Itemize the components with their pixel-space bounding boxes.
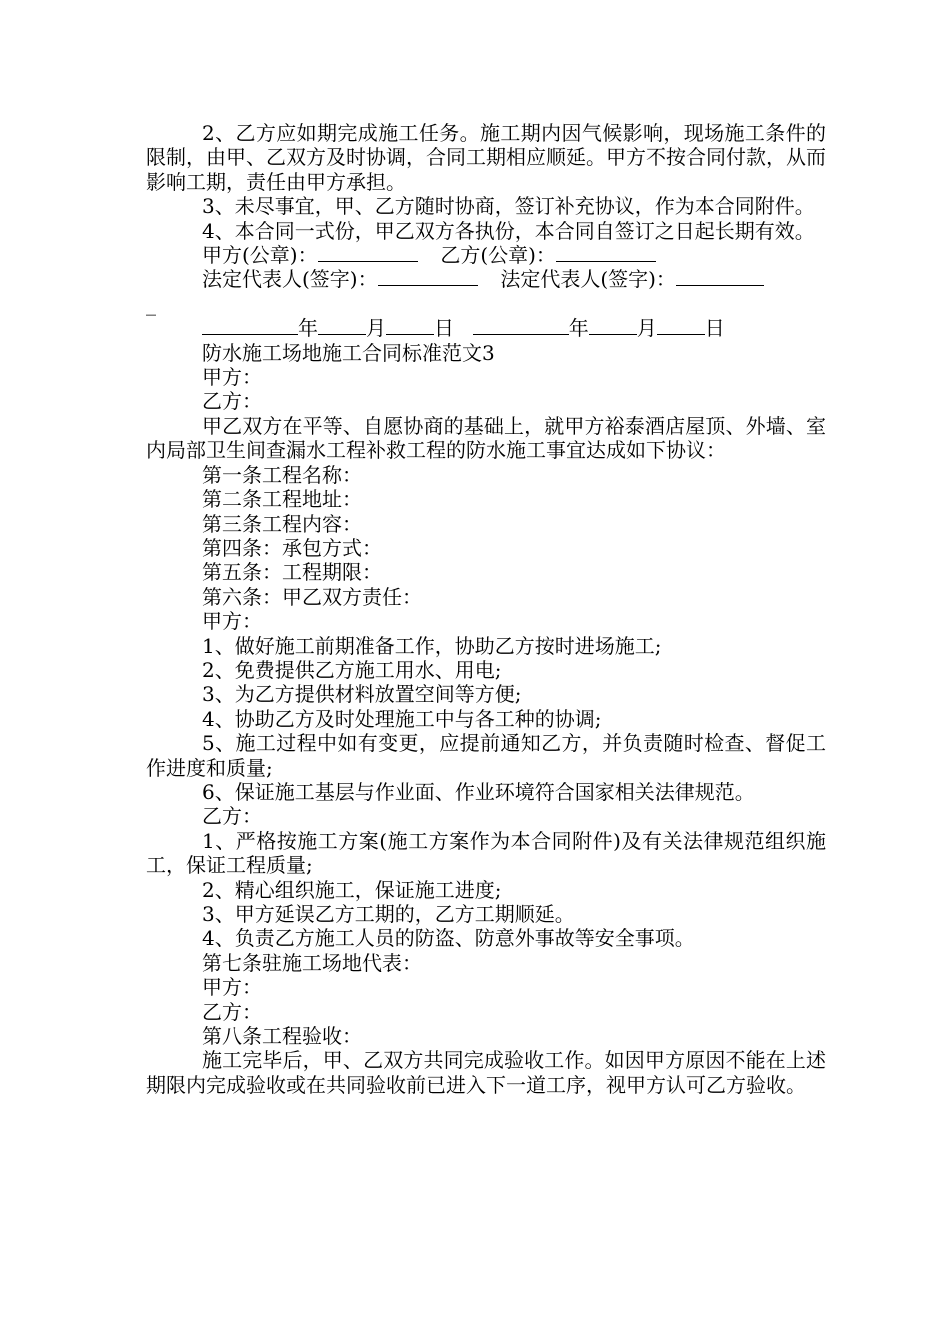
legal-rep-b-blank (676, 267, 764, 286)
article-7: 第七条驻施工场地代表： (202, 950, 422, 975)
b-duty-1: 1、严格按施工方案(施工方案作为本合同附件)及有关法律规范组织施工，保证工程质量; (146, 828, 826, 878)
day-b-label: 日 (704, 316, 725, 341)
year-a-blank (202, 316, 298, 335)
day-a-blank (386, 316, 434, 335)
intro-paragraph: 甲乙双方在平等、自愿协商的基础上，就甲方裕泰酒店屋顶、外墙、室内局部卫生间查漏水工程补救工程的防水施工事宜达成如下协议： (146, 413, 826, 463)
party-b-seal-label: 乙方(公章)： (440, 243, 556, 268)
section-title: 防水施工场地施工合同标准范文3 (202, 340, 495, 365)
a-duty-1: 1、做好施工前期准备工作，协助乙方按时进场施工; (202, 633, 662, 658)
article-1: 第一条工程名称： (202, 462, 362, 487)
year-a-label: 年 (298, 316, 318, 341)
b-duty-3: 3、甲方延误乙方工期的，乙方工期顺延。 (202, 902, 575, 926)
year-b-blank (473, 316, 569, 335)
article-5: 第五条：工程期限： (202, 560, 382, 585)
year-b-label: 年 (568, 316, 589, 341)
a-duty-3: 3、为乙方提供材料放置空间等方便; (202, 682, 522, 707)
a-duty-4: 4、协助乙方及时处理施工中与各工种的协调; (202, 706, 602, 731)
document-page (146, 121, 826, 1097)
legal-rep-b-label: 法定代表人(签字)： (500, 267, 676, 292)
article-6: 第六条：甲乙双方责任： (202, 584, 422, 609)
legal-rep-line (146, 267, 826, 291)
legal-rep-a-label: 法定代表人(签字)： (202, 267, 378, 292)
clause-4: 4、本合同一式份，甲乙双方各执份，本合同自签订之日起长期有效。 (202, 218, 815, 243)
article-3: 第三条工程内容： (202, 511, 362, 536)
party-b-line: 乙方： (202, 389, 262, 414)
legal-rep-a-blank (378, 267, 478, 286)
clause-2: 2、乙方应如期完成施工任务。施工期内因气候影响，现场施工条件的限制，由甲、乙双方及时协调，合同工期相应顺延。甲方不按合同付款，从而影响工期，责任由甲方承担。 (146, 121, 826, 194)
party-a-seal-label: 甲方(公章)： (202, 243, 318, 268)
acceptance-paragraph: 施工完毕后，甲、乙双方共同完成验收工作。如因甲方原因不能在上述期限内完成验收或在共同验收前已进入下一道工序，视甲方认可乙方验收。 (146, 1048, 826, 1097)
article-2: 第二条工程地址： (202, 487, 362, 512)
party-b-duties-label: 乙方： (202, 804, 262, 829)
rep-a-line: 甲方： (202, 975, 262, 1000)
b-duty-2: 2、精心组织施工，保证施工进度; (202, 877, 502, 902)
a-duty-2: 2、免费提供乙方施工用水、用电; (202, 657, 502, 682)
party-a-duties-label: 甲方： (202, 609, 262, 634)
day-b-blank (657, 316, 705, 335)
month-b-label: 月 (636, 316, 657, 341)
party-b-seal-blank (556, 243, 656, 262)
legal-rep-trailing (146, 292, 826, 316)
a-duty-6: 6、保证施工基层与作业面、作业环境符合国家相关法律规范。 (202, 779, 755, 804)
clause-3: 3、未尽事宜，甲、乙方随时协商，签订补充协议，作为本合同附件。 (202, 194, 815, 219)
article-4: 第四条：承包方式： (202, 535, 382, 560)
seal-line (146, 243, 826, 267)
month-a-blank (318, 316, 366, 335)
b-duty-4: 4、负责乙方施工人员的防盗、防意外事故等安全事项。 (202, 926, 695, 951)
date-line (146, 316, 826, 340)
party-a-line: 甲方： (202, 365, 262, 390)
article-8: 第八条工程验收： (202, 1024, 362, 1049)
month-b-blank (589, 316, 637, 335)
rep-b-line: 乙方： (202, 999, 262, 1024)
month-a-label: 月 (366, 316, 386, 341)
party-a-seal-blank (318, 243, 418, 262)
trailing-underscore: _ (146, 291, 156, 316)
a-duty-5: 5、施工过程中如有变更，应提前通知乙方，并负责随时检查、督促工作进度和质量; (146, 731, 826, 780)
day-a-label: 日 (434, 316, 454, 341)
